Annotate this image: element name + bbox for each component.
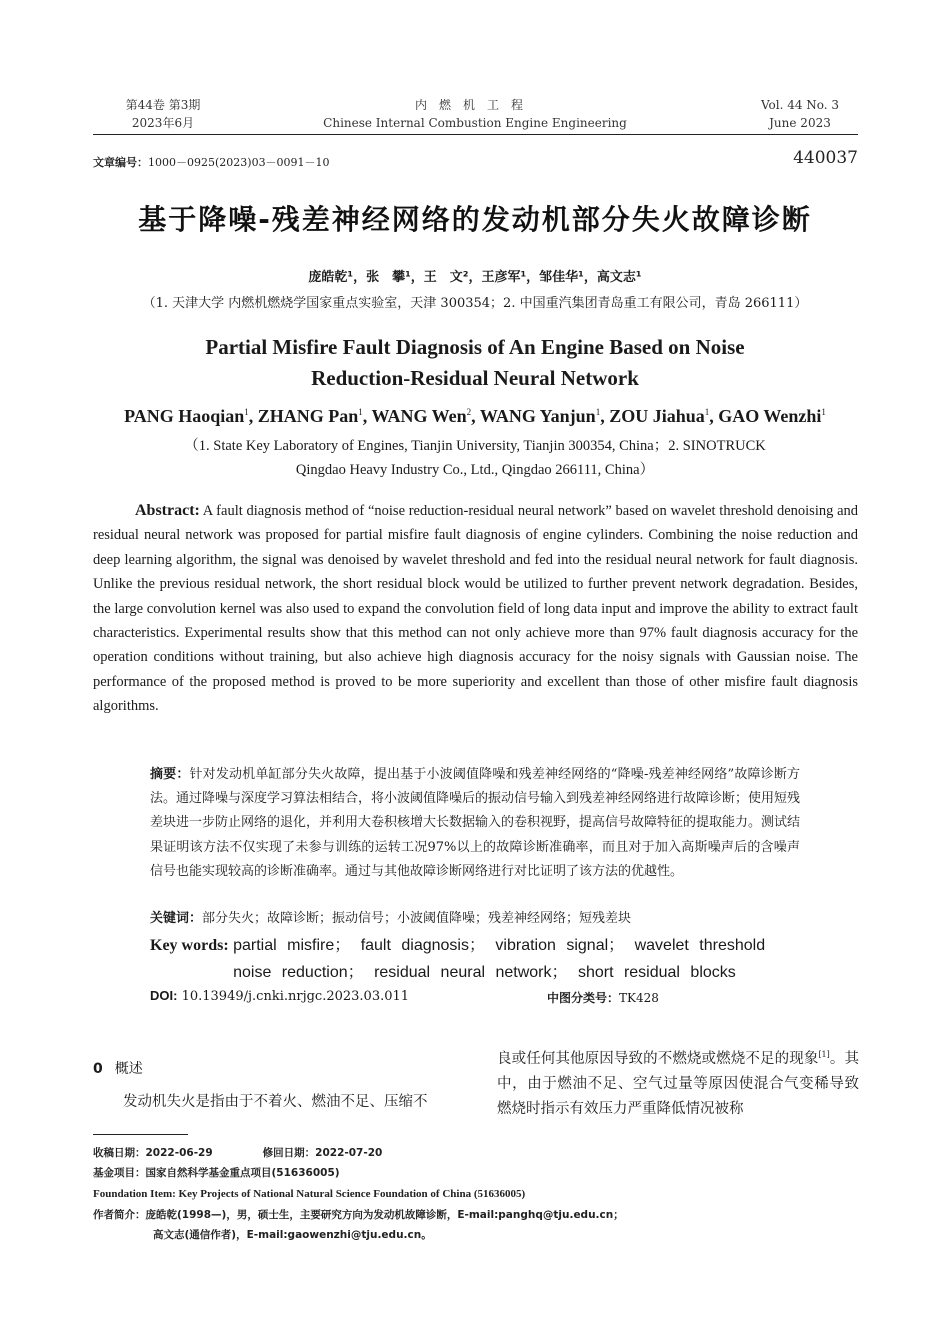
author-aff: 1 [358,407,363,417]
footnote-fund-en: Foundation Item: Key Projects of National Natural Science Foundation of China (51636005) [93,1188,526,1200]
section-heading [93,1058,143,1078]
author-en: ZOU Jiahua [609,406,705,426]
doi [150,988,409,1004]
keywords-en-text: partial misfire； fault diagnosis； vibration signal； wavelet threshold noise reduction； residual neural network； short residual blocks [233,937,766,981]
title-cn: 基于降噪-残差神经网络的发动机部分失火故障诊断 [138,203,812,236]
keywords-en-label: Key words: [150,937,229,954]
title-en-line-1: Partial Misfire Fault Diagnosis of An Engine Based on Noise [205,335,745,359]
author-aff: 1 [244,407,249,417]
section-title: 概述 [114,1061,143,1077]
abstract-en-text: A fault diagnosis method of “noise reduction-residual neural network” based on wavelet threshold denoising and residual neural network was proposed for partial misfire fault diagnosis of engine cylinders. Combining the noise reduction and deep learning algorithm, the signal was denoised by wavelet threshold and fed into the residual neural network for fault diagnosis. Unlike the previous residual network, the short residual block would be utilized to further prevent network degradation. Besides, the large convolution kernel was also used to expand the convolution field of long data input and improve the ability to extract fault characteristics. Experimental results show that this method can not only achieve more than 97% fault diagnosis accuracy for the operation conditions without training, but also achieve high diagnosis accuracy for the noisy signals with Gaussian noise. The performance of the proposed method is proved to be more superiority and excellent than those of other misfire fault diagnosis algorithms. [93,503,859,715]
author-en: WANG Wen [371,406,467,426]
body-text-right [497,1042,859,1122]
body-right-part-2: 。其中，由于燃油不足、空气过量等原因使混合气变稀导致燃烧时指示有效压力严重降低情况被称 [497,1050,860,1117]
header-rule [93,134,858,135]
keywords-en [150,932,805,986]
keywords-cn [150,909,810,929]
header-volume-line: 第44卷 第3期 [125,98,201,112]
authors-en: PANG Haoqian$^1$, ZHANG Pan$^1$, WANG Wen$^2$, WANG Yanjun$^1$, ZOU Jiahua$^1$, GAO Wenzhi$^1$ [124,406,826,426]
author-en: ZHANG Pan [257,406,359,426]
journal-name-en: Chinese Internal Combustion Engine Engineering [323,116,627,130]
abstract-en-label: Abstract: [135,502,200,519]
section-number: 0 [93,1061,103,1077]
journal-name-cn: 内燃机工程 [414,98,535,112]
article-number [93,154,330,170]
header-date-en-line: June 2023 [769,116,831,130]
body-text-left: 发动机失火是指由于不着火、燃油不足、压缩不 [123,1094,428,1110]
header-volume-en [735,96,865,132]
doi-value[interactable]: 10.13949/j.cnki.nrjgc.2023.03.011 [181,989,410,1004]
keywords-cn-text: 部分失火；故障诊断；振动信号；小波阈值降噪；残差神经网络；短残差块 [202,911,632,926]
header-date-line: 2023年6月 [131,116,195,130]
footnote-author-2: 高文志(通信作者)，E-mail:gaowenzhi@tju.edu.cn。 [153,1229,432,1241]
classification-value: TK428 [619,991,659,1005]
footnote-fund: 基金项目：国家自然科学基金重点项目(51636005) [93,1167,340,1179]
authors-cn: 庞皓乾¹，张 攀¹，王 文²，王彦军¹，邹佳华¹，高文志¹ [308,270,642,285]
abstract-cn [150,763,800,884]
article-number-value: 1000－0925(2023)03－0091－10 [148,156,330,169]
author-en: PANG Haoqian [124,406,245,426]
affiliation-cn: （1. 天津大学 内燃机燃烧学国家重点实验室，天津 300354；2. 中国重汽集团青岛重工有限公司，青岛 266111） [142,296,808,311]
doi-label: DOI: [150,988,178,1003]
article-number-label: 文章编号： [93,156,148,169]
title-en-line-2: Reduction-Residual Neural Network [311,366,639,390]
citation-ref[interactable]: [1] [818,1050,830,1059]
header-volume-en-line: Vol. 44 No. 3 [760,98,840,112]
footnote-rule [93,1134,188,1135]
abstract-en [93,499,858,719]
abstract-cn-label: 摘要： [150,767,190,782]
author-aff: 1 [595,407,601,417]
abstract-cn-text: 针对发动机单缸部分失火故障，提出基于小波阈值降噪和残差神经网络的“降噪-残差神经网络”故障诊断方法。通过降噪与深度学习算法相结合，将小波阈值降噪后的振动信号输入到残差神经网络进行故障诊断；使用短残差块进一步防止网络的退化，并利用大卷积核增大长数据输入的卷积视野，提高信号故障特征的提取能力。测试结果证明该方法不仅实现了未参与训练的运转工况97%以上的故障诊断准确率，而且对于加入高斯噪声后的含噪声信号也能实现较高的诊断准确率。通过与其他故障诊断网络进行对比证明了该方法的优越性。 [150,767,801,879]
affiliation-en-line-2: Qingdao Heavy Industry Co., Ltd., Qingdao 266111, China） [295,462,655,478]
author-aff: 1 [821,407,826,417]
revised-date: 修回日期：2022-07-20 [262,1147,383,1159]
received-date: 收稿日期：2022-06-29 [93,1147,213,1159]
author-aff: 1 [704,407,710,417]
author-en: WANG Yanjun [479,406,596,426]
classification-label: 中图分类号： [547,991,620,1005]
header-volume [93,96,233,132]
affiliation-en-line-1: （1. State Key Laboratory of Engines, Tianjin University, Tianjin 300354, China；2. SINOTRUCK [184,438,766,454]
affiliation-en [100,434,850,482]
footnote-dates [93,1145,382,1161]
keywords-cn-label: 关键词： [150,911,203,926]
article-code: 440037 [793,148,858,168]
footnote-author-1: 作者简介：庞皓乾(1998—)，男，硕士生，主要研究方向为发动机故障诊断，E-mail:panghq@tju.edu.cn； [93,1209,624,1221]
classification [547,989,659,1006]
author-aff: 2 [466,407,472,417]
header-journal [275,96,675,132]
author-en: GAO Wenzhi [718,406,822,426]
body-right-part-1: 良或任何其他原因导致的不燃烧或燃烧不足的现象 [497,1050,819,1067]
title-en [100,332,850,394]
